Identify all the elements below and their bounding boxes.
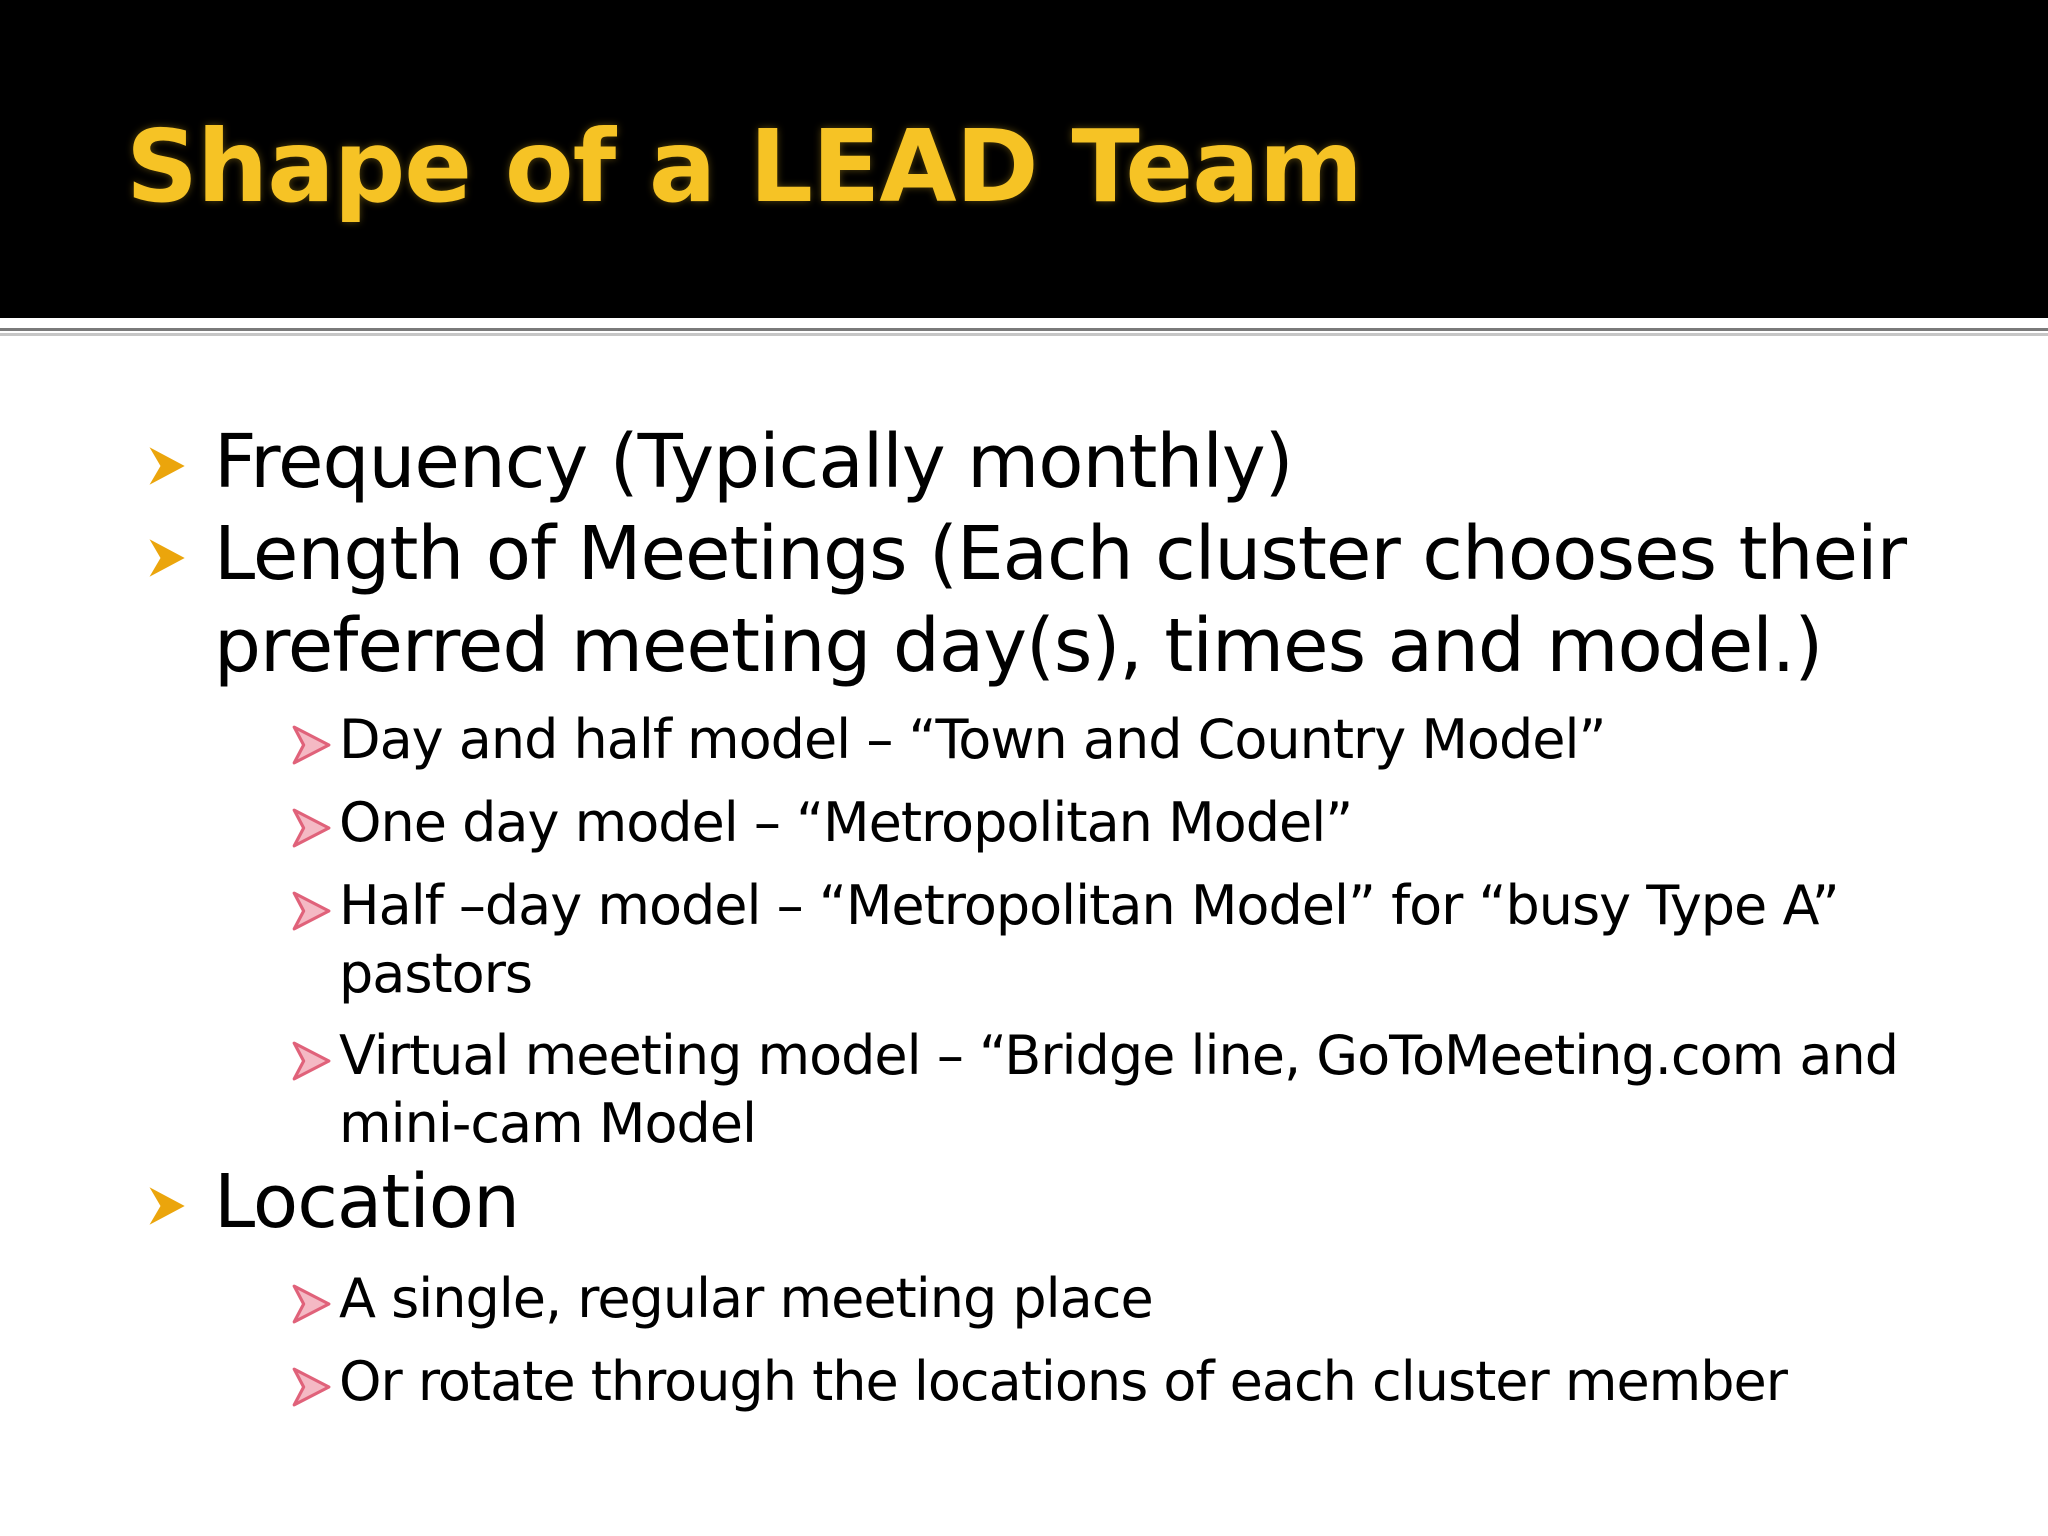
bullet-text: Frequency (Typically monthly) (214, 419, 1293, 505)
bullet-text: Day and half model – “Town and Country Model” (339, 708, 1606, 771)
outlined-arrow-icon (290, 1366, 332, 1408)
chevron-arrow-icon (144, 444, 188, 488)
outlined-arrow-icon (290, 724, 332, 766)
chevron-arrow-icon (144, 536, 188, 580)
bullet-text-line-2: mini-cam Model (339, 1092, 756, 1155)
bullet-text-line-2: preferred meeting day(s), times and model.) (214, 603, 1823, 689)
bullet-text: One day model – “Metropolitan Model” (339, 791, 1353, 854)
sub-bullet-single-meeting-place (339, 1265, 1153, 1333)
outlined-arrow-icon (290, 807, 332, 849)
sub-bullet-rotate-locations (339, 1348, 1787, 1416)
sub-bullet-one-day-model (339, 789, 1352, 857)
bullet-text-line-1: Half –day model – “Metropolitan Model” for “busy Type A” (339, 874, 1839, 937)
outlined-arrow-icon (290, 890, 332, 932)
bullet-text-line-1: Length of Meetings (Each cluster chooses their (214, 511, 1907, 597)
sub-bullet-half-day-model (339, 872, 1839, 1008)
sub-bullet-day-and-half-model (339, 706, 1605, 774)
slide-title: Shape of a LEAD Team (126, 108, 1362, 225)
bullet-frequency (214, 416, 1293, 508)
bullet-location (214, 1156, 519, 1248)
bullet-text: Location (214, 1159, 519, 1245)
bullet-length-of-meetings (214, 508, 1906, 692)
bullet-text-line-2: pastors (339, 942, 533, 1005)
outlined-arrow-icon (290, 1283, 332, 1325)
sub-bullet-virtual-meeting-model (339, 1022, 1898, 1158)
chevron-arrow-icon (144, 1184, 188, 1228)
outlined-arrow-icon (290, 1040, 332, 1082)
bullet-text-line-1: Virtual meeting model – “Bridge line, GoToMeeting.com and (339, 1024, 1898, 1087)
bullet-text: A single, regular meeting place (339, 1267, 1153, 1330)
bullet-text: Or rotate through the locations of each cluster member (339, 1350, 1787, 1413)
